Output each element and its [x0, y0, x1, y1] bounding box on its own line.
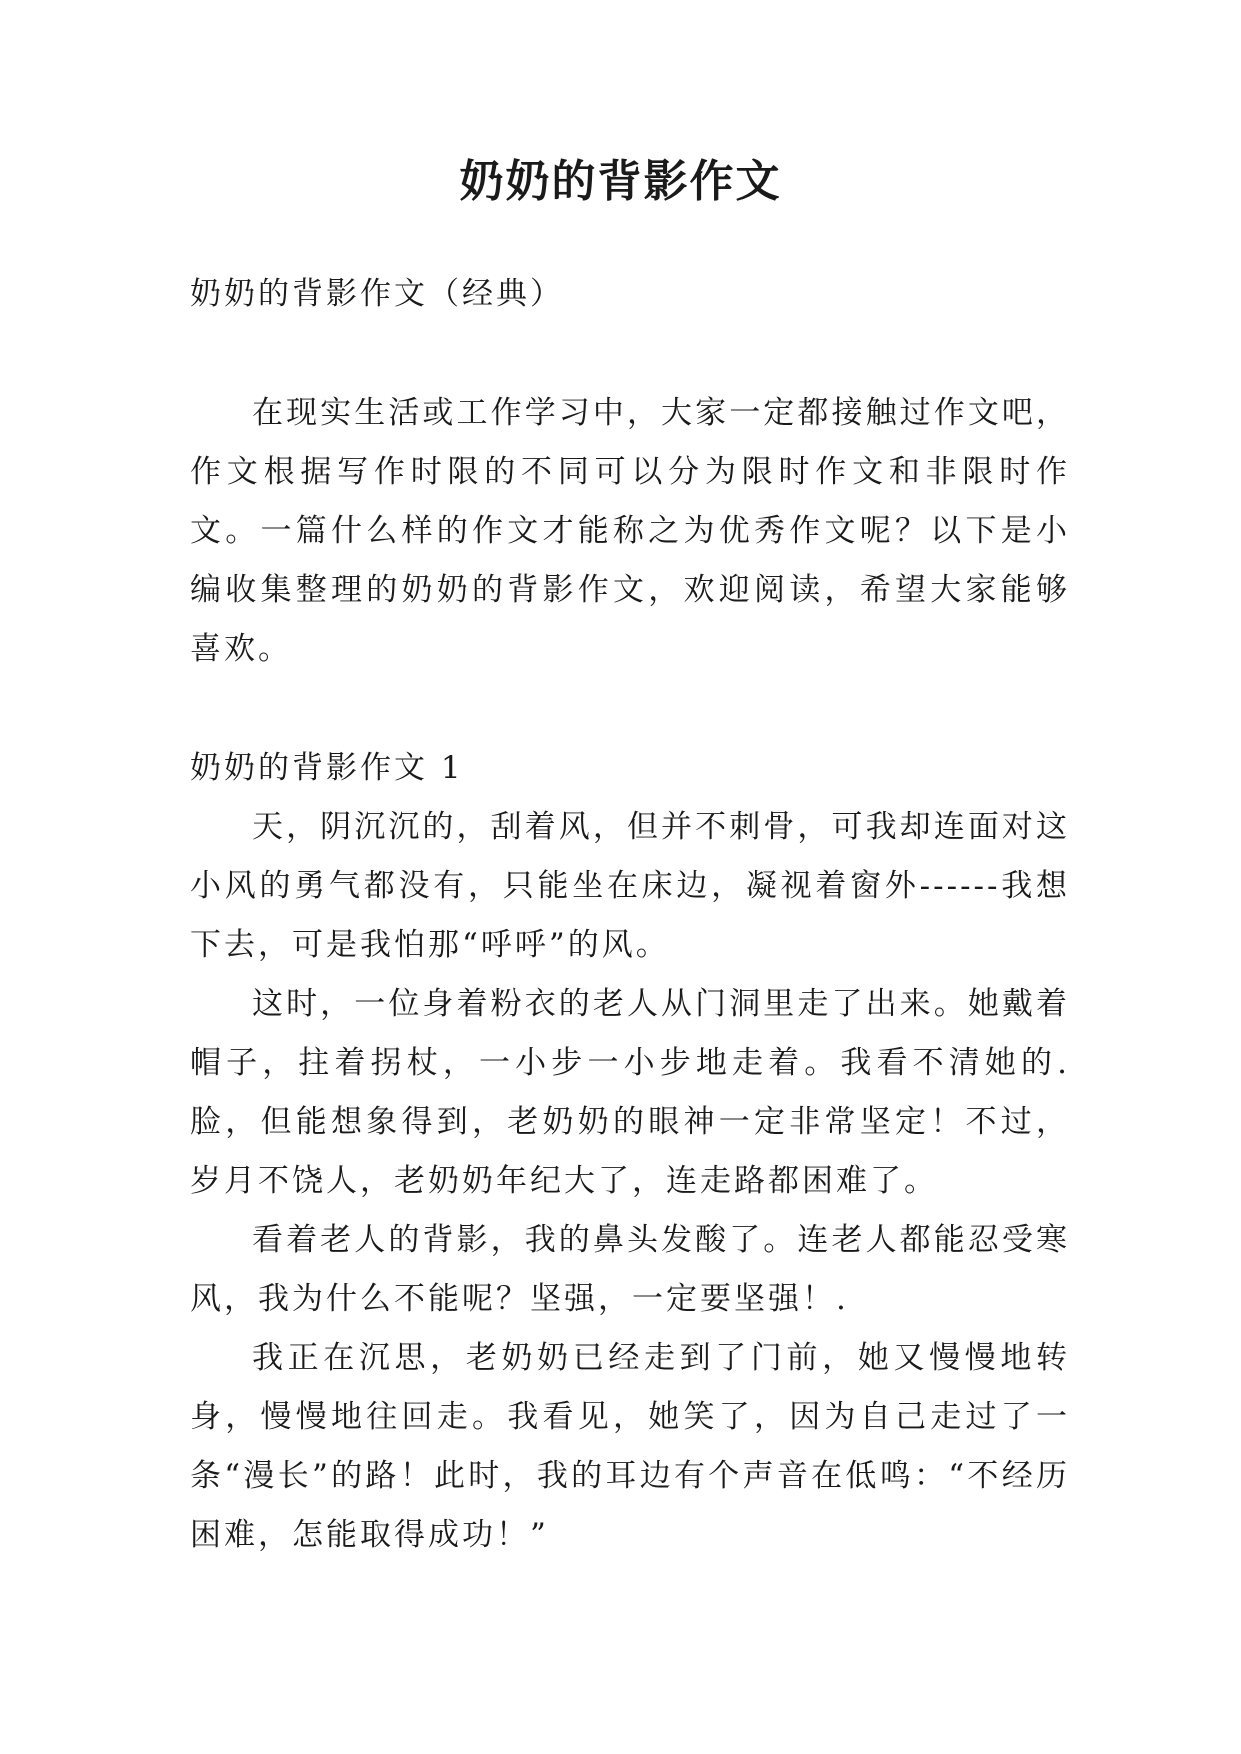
body-paragraph: 我正在沉思，老奶奶已经走到了门前，她又慢慢地转身，慢慢地往回走。我看见，她笑了，因为自己走过了一条“漫长”的路！此时，我的耳边有个声音在低鸣：“不经历困难，怎能取得成功！”: [190, 1340, 1070, 1553]
intro-paragraph: 在现实生活或工作学习中，大家一定都接触过作文吧，作文根据写作时限的不同可以分为限时作文和非限时作文。一篇什么样的作文才能称之为优秀作文呢？以下是小编收集整理的奶奶的背影作文，欢迎阅读，希望大家能够喜欢。: [190, 395, 1070, 667]
body-paragraph: 看着老人的背影，我的鼻头发酸了。连老人都能忍受寒风，我为什么不能呢？坚强，一定要坚强！.: [190, 1222, 1070, 1317]
page-title: 奶奶的背影作文: [459, 156, 782, 207]
body-paragraph: 天，阴沉沉的，刮着风，但并不刺骨，可我却连面对这小风的勇气都没有，只能坐在床边，凝视着窗外------我想下去，可是我怕那“呼呼”的风。: [190, 809, 1070, 963]
document-body: [190, 265, 1070, 1565]
document-subtitle: 奶奶的背影作文（经典）: [190, 276, 564, 312]
section-heading: 奶奶的背影作文 1: [190, 750, 464, 786]
body-paragraph: 这时，一位身着粉衣的老人从门洞里走了出来。她戴着帽子，拄着拐杖，一小步一小步地走着。我看不清她的.脸，但能想象得到，老奶奶的眼神一定非常坚定！不过，岁月不饶人，老奶奶年纪大了，连走路都困难了。: [190, 986, 1070, 1199]
